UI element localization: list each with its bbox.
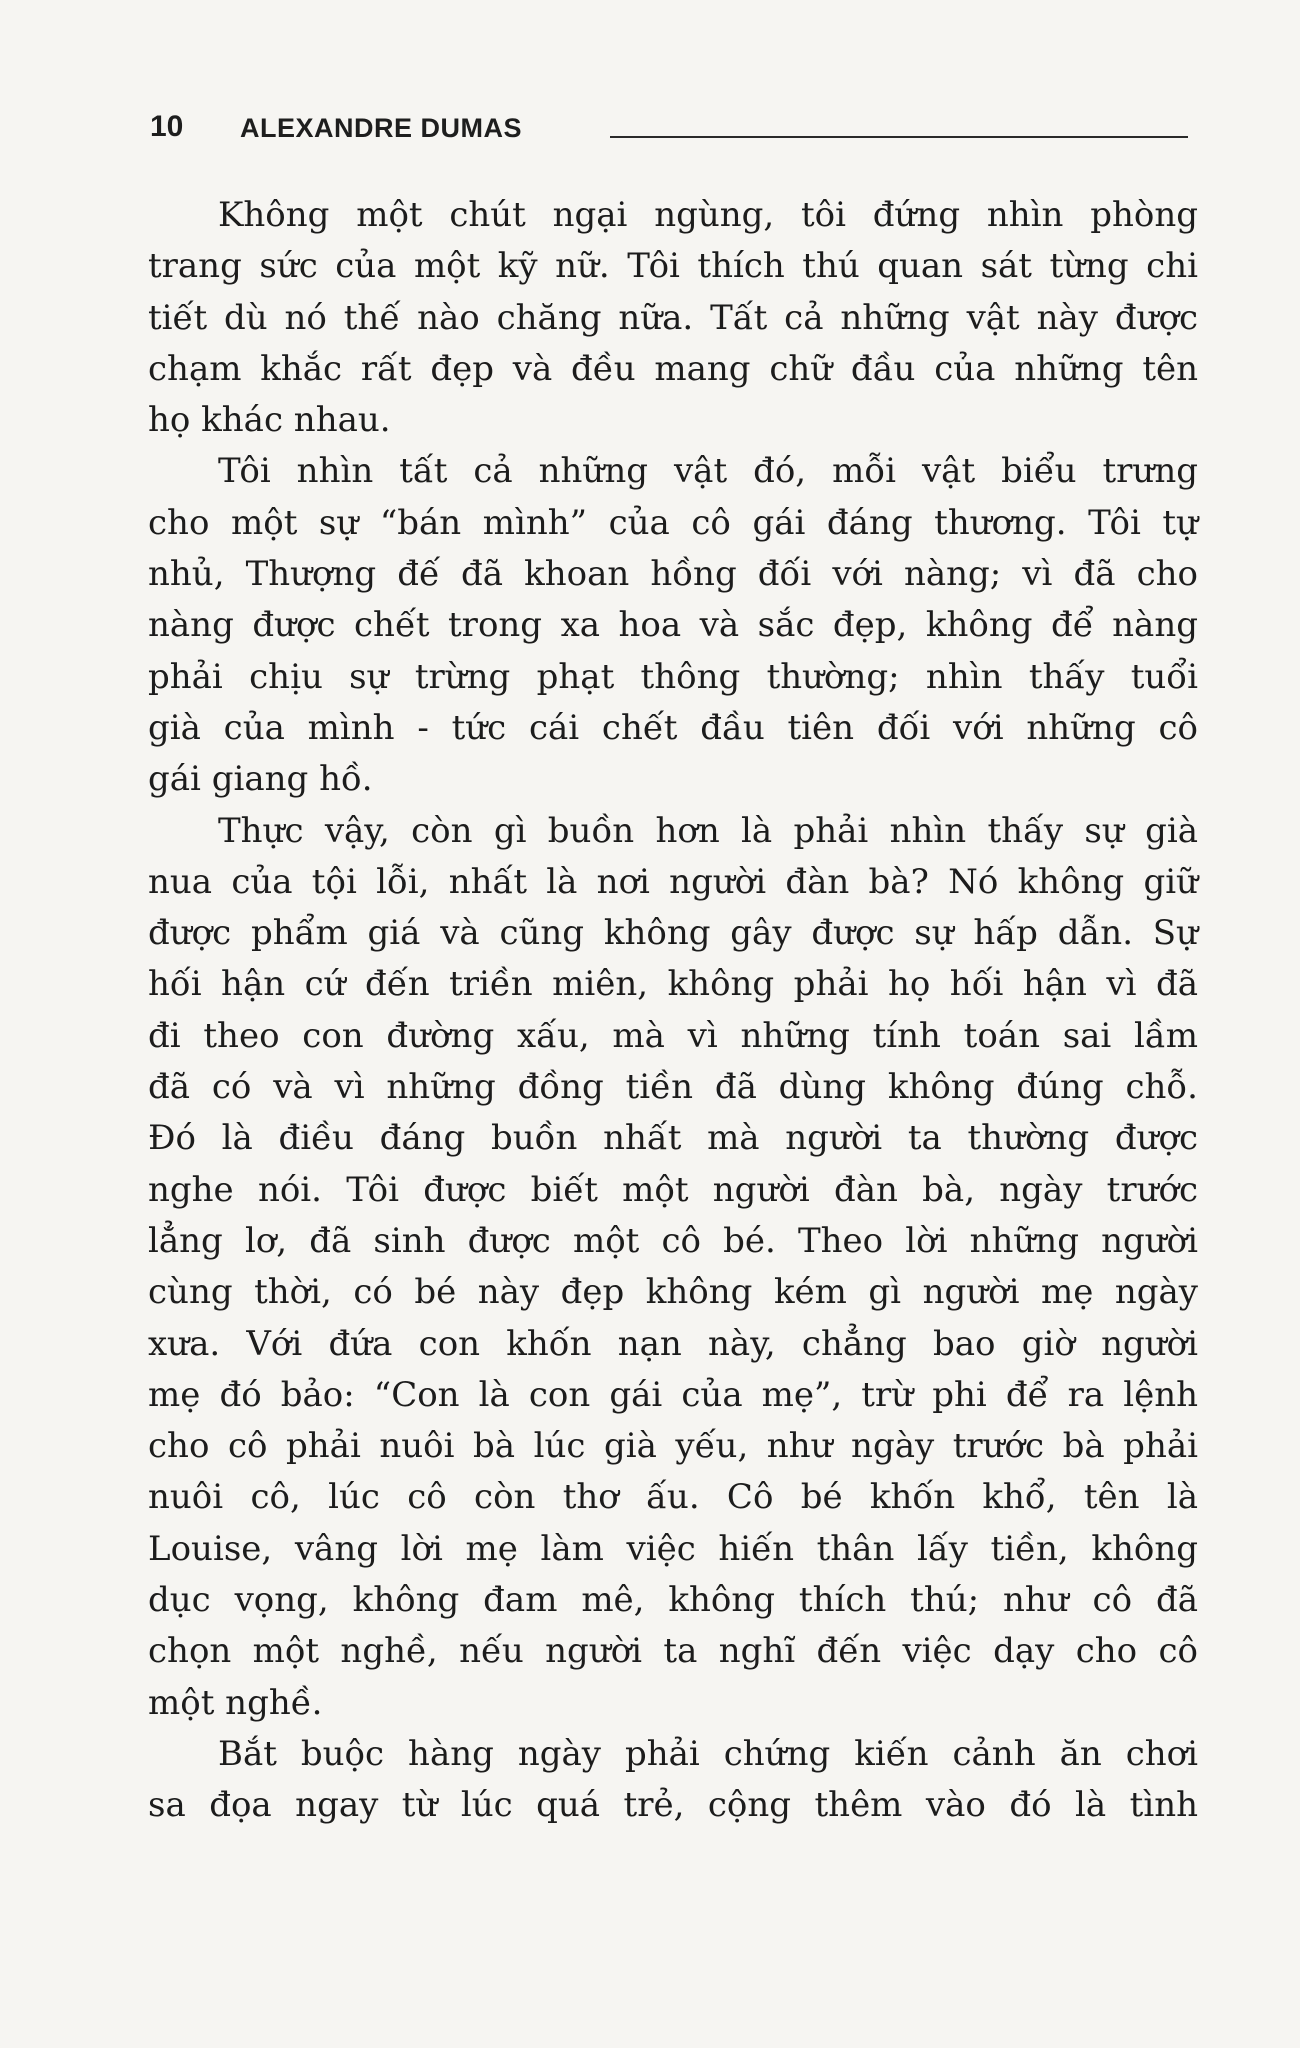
text-line: già của mình - tức cái chết đầu tiên đối với những cô [148,707,1198,748]
text-line: nàng được chết trong xa hoa và sắc đẹp, không để nàng [148,605,1198,646]
text-line: Thực vậy, còn gì buồn hơn là phải nhìn thấy sự già [218,810,1198,851]
paragraph-1 [148,190,1198,446]
text-line: chọn một nghề, nếu người ta nghĩ đến việc dạy cho cô [148,1631,1198,1672]
text-line: nghe nói. Tôi được biết một người đàn bà, ngày trước [148,1169,1198,1210]
text-line: đã có và vì những đồng tiền đã dùng không đúng chỗ. [148,1067,1198,1108]
text-line: xưa. Với đứa con khốn nạn này, chẳng bao giờ người [148,1323,1198,1364]
author-name: ALEXANDRE DUMAS [240,113,523,143]
text-line: tiết dù nó thế nào chăng nữa. Tất cả những vật này được [148,297,1198,338]
text-line: trang sức của một kỹ nữ. Tôi thích thú quan sát từng chi [148,246,1198,287]
paragraph-4 [148,1729,1198,1832]
text-line: Louise, vâng lời mẹ làm việc hiến thân lấy tiền, không [148,1528,1198,1569]
text-line: nua của tội lỗi, nhất là nơi người đàn bà? Nó không giữ [148,861,1198,902]
text-line: nuôi cô, lúc cô còn thơ ấu. Cô bé khốn khổ, tên là [148,1477,1198,1518]
text-line: cho cô phải nuôi bà lúc già yếu, như ngày trước bà phải [148,1426,1198,1467]
header-rule [610,136,1188,138]
body-text [148,190,1198,1832]
text-line: họ khác nhau. [148,400,391,441]
text-line: gái giang hồ. [148,759,373,800]
text-line: chạm khắc rất đẹp và đều mang chữ đầu của những tên [148,348,1198,389]
text-line: lẳng lơ, đã sinh được một cô bé. Theo lời những người [148,1220,1198,1261]
text-line: một nghề. [148,1682,323,1723]
text-line: sa đọa ngay từ lúc quá trẻ, cộng thêm vào đó là tình [148,1785,1198,1826]
text-line: hối hận cứ đến triền miên, không phải họ hối hận vì đã [148,964,1198,1005]
text-line: được phẩm giá và cũng không gây được sự hấp dẫn. Sự [148,913,1198,954]
text-line: Tôi nhìn tất cả những vật đó, mỗi vật biểu trưng [218,451,1198,492]
paragraph-2 [148,446,1198,805]
text-line: cho một sự “bán mình” của cô gái đáng thương. Tôi tự [148,502,1198,543]
text-line: dục vọng, không đam mê, không thích thú; như cô đã [148,1580,1198,1621]
page-number: 10 [150,110,184,143]
text-line: phải chịu sự trừng phạt thông thường; nhìn thấy tuổi [148,656,1198,697]
text-line: nhủ, Thượng đế đã khoan hồng đối với nàng; vì đã cho [148,554,1198,595]
text-line: đi theo con đường xấu, mà vì những tính toán sai lầm [148,1015,1198,1056]
text-line: mẹ đó bảo: “Con là con gái của mẹ”, trừ phi để ra lệnh [148,1374,1198,1415]
text-line: Đó là điều đáng buồn nhất mà người ta thường được [148,1118,1198,1159]
text-line: Bắt buộc hàng ngày phải chứng kiến cảnh ăn chơi [218,1733,1198,1774]
paragraph-3 [148,806,1198,1729]
text-line: cùng thời, có bé này đẹp không kém gì người mẹ ngày [148,1272,1198,1313]
text-line: Không một chút ngại ngùng, tôi đứng nhìn phòng [218,195,1198,235]
